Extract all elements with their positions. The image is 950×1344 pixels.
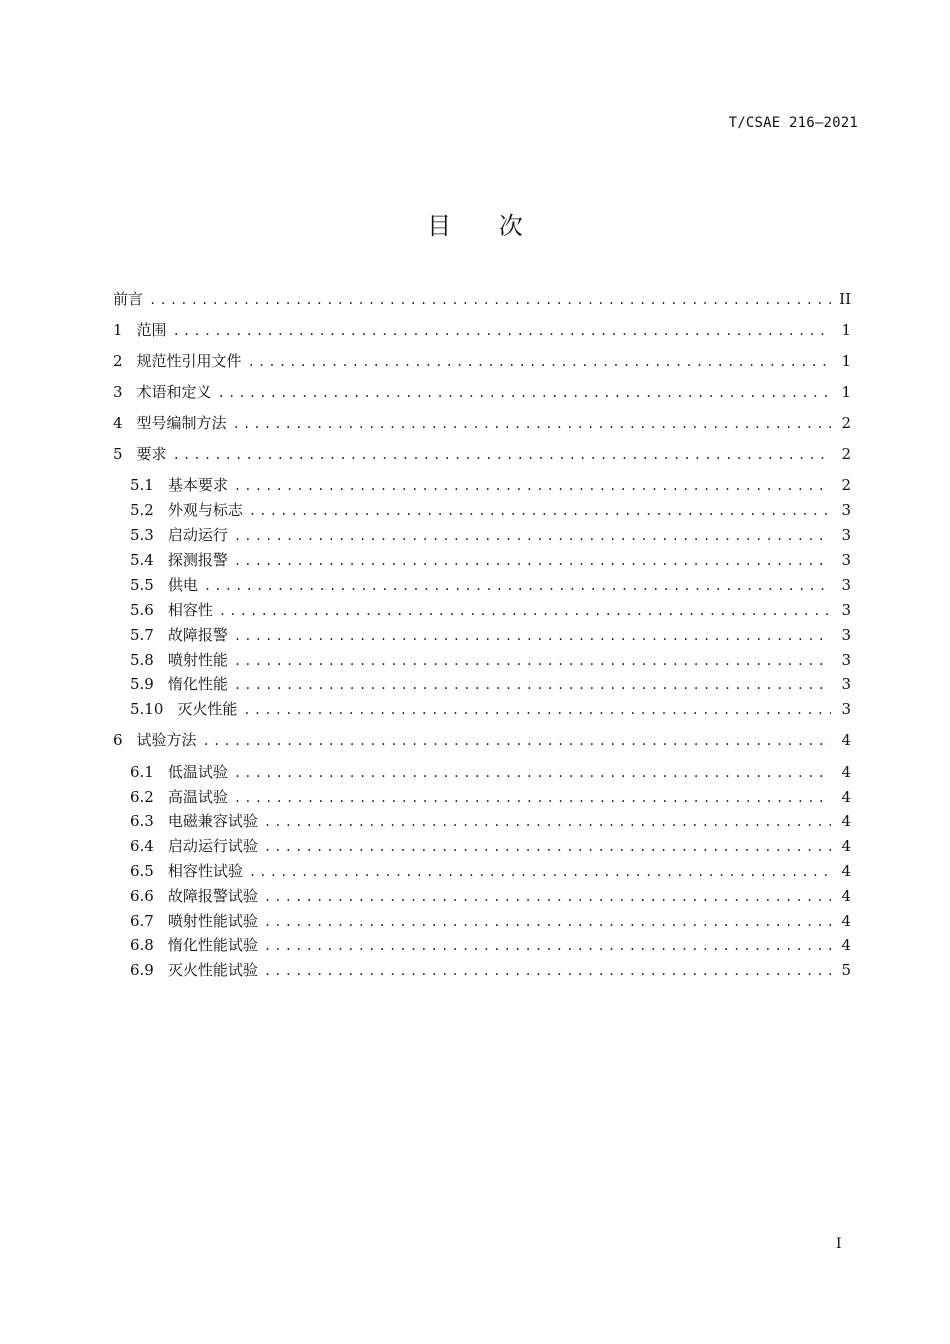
toc-entry-5[interactable] (113, 443, 851, 465)
toc-leader-dots (234, 525, 831, 547)
toc-leader-dots (234, 625, 831, 647)
toc-leader-dots (264, 960, 831, 982)
toc-entry-5-7[interactable] (130, 624, 851, 646)
toc-entry-label: 喷射性能试验 (167, 912, 258, 930)
toc-leader-dots (249, 500, 831, 522)
toc-entry-page: 1 (841, 321, 851, 339)
toc-entry-label: 外观与标志 (167, 501, 243, 519)
toc-entry-label: 型号编制方法 (136, 414, 227, 432)
toc-entry-page: 3 (841, 626, 851, 644)
toc-entry-label: 惰化性能 (167, 675, 228, 693)
toc-entry-number: 5.9 (130, 675, 154, 693)
toc-entry-page: 3 (841, 551, 851, 569)
toc-leader-dots (243, 699, 831, 721)
toc-entry-5-8[interactable] (130, 649, 851, 671)
toc-entry-1[interactable] (113, 319, 851, 341)
toc-entry-6-6[interactable] (130, 885, 851, 907)
toc-entry-6-3[interactable] (130, 810, 851, 832)
toc-entry-5-9[interactable] (130, 673, 851, 695)
toc-entry-page: 4 (841, 763, 851, 781)
toc-entry-page: 4 (841, 936, 851, 954)
toc-leader-dots (149, 289, 831, 311)
toc-entry-label: 故障报警试验 (167, 887, 258, 905)
toc-entry-label: 电磁兼容试验 (167, 812, 258, 830)
toc-entry-number: 5.8 (130, 651, 154, 669)
toc-leader-dots (264, 911, 831, 933)
toc-leader-dots (264, 836, 831, 858)
toc-entry-number: 6.2 (130, 788, 154, 806)
toc-entry-page: 3 (841, 601, 851, 619)
toc-leader-dots (203, 730, 831, 752)
toc-leader-dots (264, 886, 831, 908)
toc-leader-dots (233, 413, 831, 435)
toc-entry-number: 5.6 (130, 601, 154, 619)
toc-entry-number: 6.4 (130, 837, 154, 855)
toc-entry-number: 6.5 (130, 862, 154, 880)
toc-leader-dots (173, 320, 831, 342)
toc-entry-label: 启动运行试验 (167, 837, 258, 855)
toc-entry-label: 相容性 (167, 601, 213, 619)
toc-entry-number: 6.6 (130, 887, 154, 905)
toc-leader-dots (234, 787, 831, 809)
toc-entry-page: 4 (841, 862, 851, 880)
toc-leader-dots (173, 444, 831, 466)
toc-entry-page: 3 (841, 700, 851, 718)
toc-entry-page: 3 (841, 651, 851, 669)
toc-entry-5-1[interactable] (130, 474, 851, 496)
toc-entry-label: 试验方法 (136, 731, 197, 749)
toc-leader-dots (234, 674, 831, 696)
toc-entry-number: 5.10 (130, 700, 164, 718)
toc-entry-4[interactable] (113, 412, 851, 434)
toc-entry-6-7[interactable] (130, 910, 851, 932)
toc-entry-number: 5.3 (130, 526, 154, 544)
toc-entry-label: 要求 (136, 445, 167, 463)
toc-entry-page: 4 (841, 837, 851, 855)
toc-entry-6-8[interactable] (130, 934, 851, 956)
toc-entry-number: 5.5 (130, 576, 154, 594)
toc-leader-dots (264, 811, 831, 833)
toc-entry-page: 4 (841, 912, 851, 930)
toc-entry-label: 喷射性能 (167, 651, 228, 669)
toc-leader-dots (234, 550, 831, 572)
toc-entry-number: 6.8 (130, 936, 154, 954)
toc-entry-label: 低温试验 (167, 763, 228, 781)
toc-title: 目 次 (427, 212, 543, 240)
toc-entry-page: 3 (841, 501, 851, 519)
toc-entry-page: II (839, 290, 851, 308)
toc-entry-5-2[interactable] (130, 499, 851, 521)
toc-entry-page: 4 (841, 887, 851, 905)
toc-entry-page: 4 (841, 812, 851, 830)
toc-leader-dots (204, 575, 831, 597)
toc-entry-5-3[interactable] (130, 524, 851, 546)
toc-entry-label: 惰化性能试验 (167, 936, 258, 954)
toc-entry-label: 探测报警 (167, 551, 228, 569)
toc-leader-dots (234, 475, 831, 497)
toc-entry-page: 3 (841, 576, 851, 594)
toc-entry-number: 6.1 (130, 763, 154, 781)
toc-leader-dots (248, 351, 831, 373)
toc-entry-number: 5.1 (130, 476, 154, 494)
toc-leader-dots (249, 861, 831, 883)
toc-leader-dots (234, 650, 831, 672)
toc-entry-6-1[interactable] (130, 761, 851, 783)
toc-entry-5-5[interactable] (130, 574, 851, 596)
toc-entry-6-9[interactable] (130, 959, 851, 981)
toc-entry-6-4[interactable] (130, 835, 851, 857)
toc-entry-3[interactable] (113, 381, 851, 403)
toc-entry-page: 2 (841, 445, 851, 463)
toc-entry-6[interactable] (113, 729, 851, 751)
toc-entry-foreword[interactable] (113, 288, 851, 310)
toc-entry-label: 前言 (113, 290, 144, 308)
toc-entry-page: 5 (841, 961, 851, 979)
toc-leader-dots (264, 935, 831, 957)
toc-entry-label: 故障报警 (167, 626, 228, 644)
toc-entry-page: 3 (841, 526, 851, 544)
toc-entry-label: 启动运行 (167, 526, 228, 544)
toc-leader-dots (234, 762, 831, 784)
toc-entry-label: 供电 (167, 576, 198, 594)
toc-entry-number: 5 (113, 445, 123, 463)
toc-entry-5-10[interactable] (130, 698, 851, 720)
toc-entry-page: 2 (841, 476, 851, 494)
toc-entry-number: 5.7 (130, 626, 154, 644)
toc-entry-number: 6.7 (130, 912, 154, 930)
toc-leader-dots (218, 382, 831, 404)
toc-entry-label: 灭火性能试验 (167, 961, 258, 979)
toc-entry-page: 1 (841, 383, 851, 401)
toc-entry-label: 范围 (136, 321, 167, 339)
toc-entry-number: 6 (113, 731, 123, 749)
page-number: I (836, 1236, 842, 1252)
toc-entry-page: 4 (841, 731, 851, 749)
toc-entry-5-6[interactable] (130, 599, 851, 621)
toc-entry-number: 3 (113, 383, 123, 401)
toc-entry-number: 4 (113, 414, 123, 432)
toc-entry-label: 灭火性能 (177, 700, 238, 718)
toc-leader-dots (219, 600, 831, 622)
toc-entry-6-2[interactable] (130, 786, 851, 808)
toc-entry-6-5[interactable] (130, 860, 851, 882)
toc-entry-label: 术语和定义 (136, 383, 212, 401)
toc-entry-label: 基本要求 (167, 476, 228, 494)
toc-entry-number: 6.3 (130, 812, 154, 830)
toc-entry-number: 5.4 (130, 551, 154, 569)
toc-entry-label: 规范性引用文件 (136, 352, 242, 370)
toc-entry-2[interactable] (113, 350, 851, 372)
toc-entry-number: 6.9 (130, 961, 154, 979)
toc-entry-label: 高温试验 (167, 788, 228, 806)
toc-entry-number: 2 (113, 352, 123, 370)
toc-entry-number: 1 (113, 321, 123, 339)
toc-entry-page: 4 (841, 788, 851, 806)
toc-entry-5-4[interactable] (130, 549, 851, 571)
toc-entry-page: 1 (841, 352, 851, 370)
toc-entry-number: 5.2 (130, 501, 154, 519)
toc-entry-page: 3 (841, 675, 851, 693)
document-code: T/CSAE 216—2021 (728, 115, 858, 131)
toc-entry-page: 2 (841, 414, 851, 432)
toc-entry-label: 相容性试验 (167, 862, 243, 880)
